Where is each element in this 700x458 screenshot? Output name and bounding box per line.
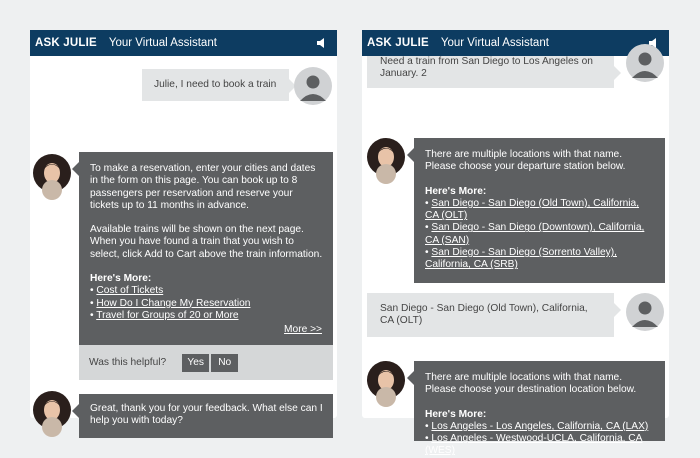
user-avatar-icon — [626, 293, 664, 331]
chat-panel-right — [362, 30, 669, 457]
cost-of-tickets-link[interactable]: Cost of Tickets — [96, 285, 164, 297]
bot-message — [79, 152, 333, 345]
julie-avatar-icon — [33, 154, 71, 192]
chat-header — [30, 30, 337, 56]
chat-header — [362, 30, 669, 56]
chat-body[interactable] — [362, 56, 669, 457]
user-message — [367, 293, 614, 337]
heres-more-heading: Here's More: — [425, 185, 487, 197]
yes-button[interactable]: Yes — [182, 354, 209, 372]
group-travel-link[interactable]: Travel for Groups of 20 or More — [96, 309, 239, 321]
station-link-wes[interactable]: Los Angeles - Westwood-UCLA, California, CA (WES) — [425, 433, 643, 457]
chat-body[interactable] — [30, 56, 337, 427]
julie-avatar-icon — [367, 138, 405, 176]
user-message — [142, 69, 289, 101]
bot-message — [414, 138, 665, 283]
speaker-icon[interactable] — [316, 37, 328, 49]
header-subtitle: Your Virtual Assistant — [440, 37, 549, 49]
bot-message-text: To make a reservation, enter your cities and dates in the form on this page. You can book up to 8 passengers per reservation and reserve your tickets up to 11 months in advance. — [90, 163, 316, 211]
heres-more-heading: Here's More: — [425, 408, 487, 420]
user-avatar-icon — [294, 67, 332, 105]
station-link-lax[interactable]: Los Angeles - Los Angeles, California, CA (LAX) — [431, 420, 649, 432]
user-avatar-icon — [626, 44, 664, 82]
user-message-text: Need a train from San Diego to Los Angeles on January. 2 — [380, 56, 593, 80]
bot-message-text: Available trains will be shown on the next page. When you have found a train that you wish to select, click Add to Cart above the train information. — [90, 224, 323, 260]
link-item: • Cost of Tickets — [90, 285, 164, 297]
link-item: • Travel for Groups of 20 or More — [90, 309, 239, 321]
link-item: • San Diego - San Diego (Old Town), California, CA (OLT) — [425, 197, 640, 222]
julie-avatar-icon — [367, 361, 405, 399]
brand-title: ASK JULIE — [35, 37, 97, 49]
julie-avatar-icon — [33, 391, 71, 429]
bot-message-text: Great, thank you for your feedback. What else can I help you with today? — [90, 403, 323, 427]
link-item: • How Do I Change My Reservation — [90, 297, 251, 309]
no-button[interactable]: No — [211, 354, 238, 372]
user-message — [367, 56, 614, 88]
chat-panel-left — [30, 30, 337, 427]
user-message-text: San Diego - San Diego (Old Town), California, CA (OLT) — [380, 303, 588, 327]
heres-more-heading: Here's More: — [90, 273, 152, 285]
feedback-bar — [79, 345, 333, 380]
user-message-text: Julie, I need to book a train — [154, 79, 277, 90]
change-reservation-link[interactable]: How Do I Change My Reservation — [96, 297, 251, 309]
bot-message-text: There are multiple locations with that name. Please choose your departure station below. — [425, 149, 626, 173]
link-item: • Los Angeles - Westwood-UCLA, California, CA (WES) — [425, 433, 643, 457]
link-item: • San Diego - San Diego (Downtown), California, CA (SAN) — [425, 222, 645, 246]
link-item: • Los Angeles - Los Angeles, California, CA (LAX) — [425, 420, 649, 432]
link-item: • San Diego - San Diego (Sorrento Valley), California, CA (SRB) — [425, 247, 617, 271]
feedback-label: Was this helpful? — [89, 357, 167, 368]
more-link[interactable]: More >> — [284, 323, 322, 335]
brand-title: ASK JULIE — [367, 37, 429, 49]
station-link-olt[interactable]: San Diego - San Diego (Old Town), California, CA (OLT) — [425, 197, 640, 222]
header-subtitle: Your Virtual Assistant — [108, 37, 217, 49]
bot-message — [79, 394, 333, 438]
station-link-san[interactable]: San Diego - San Diego (Downtown), California, CA (SAN) — [425, 222, 645, 246]
bot-message-text: There are multiple locations with that name. Please choose your destination location below. — [425, 372, 637, 396]
bot-message — [414, 361, 665, 457]
station-link-srb[interactable]: San Diego - San Diego (Sorrento Valley), California, CA (SRB) — [425, 247, 617, 271]
